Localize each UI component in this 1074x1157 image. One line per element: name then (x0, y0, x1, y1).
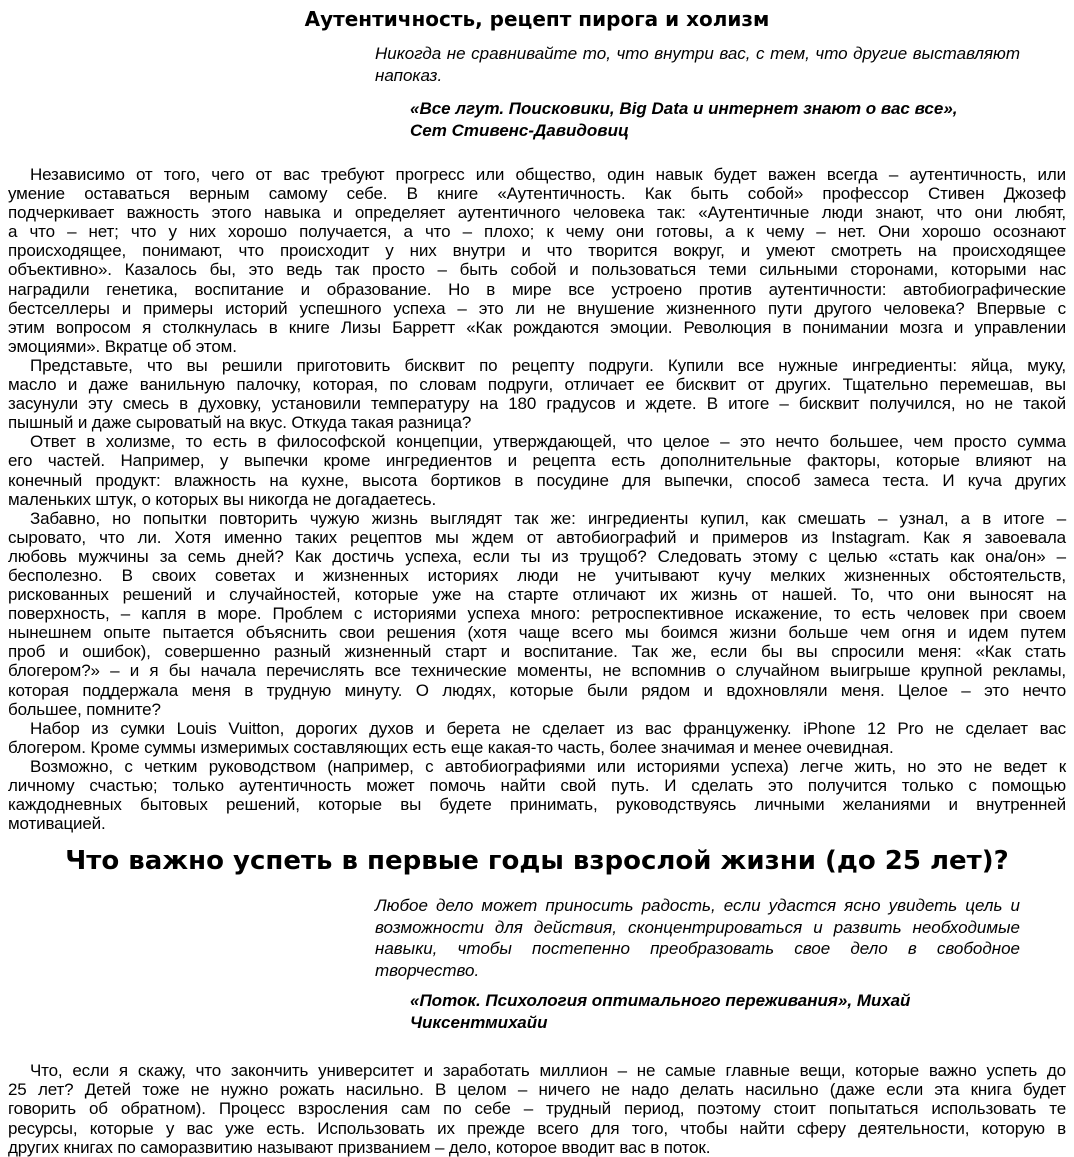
text-line: сыровато, что ли. Хотя именно таких рецептов мы ждем от автобиографий и примеров из Instagram. Как я завоевала (8, 527, 1066, 547)
text-line: маленьких штук, о которых вы никогда не догадаетесь. (8, 489, 437, 509)
text-line: Ответ в холизме, то есть в философской концепции, утверждающей, что целое – это нечто большее, чем просто сумма (30, 432, 1066, 452)
paragraph (8, 356, 1066, 432)
chapter-1-epigraph (375, 43, 1020, 86)
text-line: подчеркивает важность этого навыка и определяет аутентичного человека так: «Аутентичные люди знают, что они любят, (8, 203, 1066, 223)
paragraph (8, 1061, 1066, 1156)
book-page (0, 6, 1074, 1157)
paragraph (8, 509, 1066, 719)
chapter-1-body (8, 165, 1066, 833)
text-line: происходящее, понимают, что происходит у них внутри и что творится вокруг, и умеют смотреть на происходящее (8, 241, 1066, 261)
text-line: Возможно, с четким руководством (например, с автобиографиями или историями успеха) легче жить, но это не ведет к (30, 756, 1066, 776)
text-line: его частей. Например, у выпечки кроме ингредиентов и рецепта есть дополнительные факторы, которые влияют на (8, 451, 1066, 471)
text-line: напоказ. (375, 65, 443, 85)
text-line: говорить об обратном). Процесс взросления сам по себе – трудный период, поэтому стоит попытаться использовать те (8, 1099, 1066, 1119)
text-line: которая поддержала меня в трудную минуту. О людях, которые были рядом и вдохновляли меня. Целое – это нечто (8, 680, 1066, 700)
text-line: этим вопросом я столкнулась в книге Лизы Барретт «Как рождаются эмоции. Революция в понимании мозга и управлении (8, 317, 1066, 337)
chapter-2-body (8, 1061, 1066, 1156)
text-line: умение оставаться верным самому себе. В книге «Аутентичность. Как быть собой» профессор Стивен Джозеф (8, 184, 1066, 204)
chapter-1-title: Аутентичность, рецепт пирога и холизм (304, 7, 770, 31)
text-line: конечный продукт: влажность на кухне, высота бортиков в посудине для выпечки, способ замеса теста. И куча других (8, 470, 1066, 490)
text-line: объективно». Казалось бы, это ведь так просто – быть собой и пользоваться теми сильными сторонами, которыми нас (8, 260, 1066, 280)
text-line: Набор из сумки Louis Vuitton, дорогих духов и берета не сделает из вас француженку. iPhone 12 Pro не сделает вас (30, 718, 1066, 738)
text-line: засунули эту смесь в духовку, установили температуру на 180 градусов и ждете. В итоге – бисквит получился, но не такой (8, 394, 1066, 414)
text-line: большее, помните? (8, 699, 161, 719)
text-line: поверхность, – капля в море. Проблем с историями успеха много: ретроспективное искажение, то есть человек при своем (8, 604, 1066, 624)
text-line: Что, если я скажу, что закончить университет и заработать миллион – не самые главные вещи, которые важно успеть до (30, 1061, 1066, 1081)
text-line: Любое дело может приносить радость, если удастся ясно увидеть цель и (375, 896, 1020, 916)
text-line: пышный и даже сыроватый на вкус. Откуда такая разница? (8, 413, 472, 433)
text-line: нынешнем опыте пытается объяснить свои решения (хотя чаще всего мы боимся жизни больше чем огня и идем путем (8, 623, 1066, 643)
chapter-2-epigraph (375, 895, 1020, 981)
text-line: «Поток. Психология оптимального переживания», Михай (410, 991, 911, 1011)
text-line: каждодневных бытовых решений, которые вы будете принимать, руководствуясь личными желаниями и внутренней (8, 795, 1066, 815)
text-line: других книгах по саморазвитию называют призванием – дело, которое вводит вас в поток. (8, 1137, 711, 1157)
text-line: навыки, чтобы постепенно преобразовать свое дело в свободное (375, 939, 1020, 959)
text-line: эмоциями». Вкратце об этом. (8, 336, 237, 356)
text-line: возможности для действия, сконцентрироваться и развить необходимые (375, 917, 1020, 937)
text-line: Чиксентмихайи (410, 1012, 548, 1032)
chapter-2-title: Что важно успеть в первые годы взрослой жизни (до 25 лет)? (65, 846, 1009, 877)
text-line: «Все лгут. Поисковики, Big Data и интернет знают о вас все», (410, 99, 958, 118)
text-line: бесполезно. В своих советах и жизненных историях люди не учитывают кучу мелких жизненных обстоятельств, (8, 565, 1066, 585)
paragraph (8, 757, 1066, 833)
text-line: наградили генетика, воспитание и образование. Но в мире все устроено против аутентичности: автобиографические (8, 279, 1066, 299)
text-line: Представьте, что вы решили приготовить бисквит по рецепту подруги. Купили все нужные ингредиенты: яйца, муку, (30, 355, 1066, 375)
chapter-1 (0, 6, 1074, 833)
text-line: 25 лет? Детей тоже не нужно рожать насильно. В целом – ничего не надо делать насильно (даже если эта книга будет (8, 1080, 1066, 1100)
paragraph (8, 432, 1066, 508)
text-line: масло и даже ванильную палочку, которая, по словам подруги, отличает ее бисквит от других. Тщательно перемешав, вы (8, 375, 1066, 395)
text-line: Забавно, но попытки повторить чужую жизнь выглядят так же: ингредиенты купил, как смешать – узнал, а в итоге – (30, 508, 1066, 528)
text-line: блогером. Кроме суммы измеримых составляющих есть еще какая-то часть, более значимая и менее очевидная. (8, 737, 894, 757)
chapter-2 (0, 843, 1074, 1156)
text-line: бестселлеры и примеры историй успешного успеха – это ли не внушение жизненного пути другого человека? Впервые с (8, 298, 1066, 318)
text-line: а что – нет; что у них хорошо получается, а что – плохо; к чему они готовы, а к чему – нет. Они хорошо осознают (8, 222, 1066, 242)
text-line: блогером?» – и я бы начала перечислять все технические моменты, не вспомнив о случайном выигрыше крупной рекламы, (8, 661, 1066, 681)
paragraph (8, 719, 1066, 757)
text-line: личному счастью; только аутентичность может помочь найти свой путь. И сделать это получится только с помощью (8, 776, 1066, 795)
text-line: творчество. (375, 960, 480, 980)
text-line: любовь мужчины за семь дней? Как достичь успеха, если ты из трущоб? Следовать этому с целью «стать как она/он» – (8, 546, 1066, 566)
text-line: Независимо от того, чего от вас требуют прогресс или общество, один навык будет важен всегда – аутентичность, или (30, 165, 1066, 184)
text-line: ресурсы, которые у вас уже есть. Использовать их прежде всего для того, чтобы найти сферу деятельности, которую в (8, 1118, 1066, 1138)
text-line: Сет Стивенс-Давидовиц (410, 120, 629, 140)
chapter-2-epigraph-source (410, 990, 970, 1033)
paragraph (8, 165, 1066, 356)
text-line: мотивацией. (8, 814, 106, 834)
text-line: рискованных решений и случайностей, которые уже на старте отличают их жизнь от нашей. То, что они выносят на (8, 585, 1066, 605)
text-line: Никогда не сравнивайте то, что внутри вас, с тем, что другие выставляют (375, 44, 1020, 63)
chapter-1-epigraph-source (410, 98, 970, 141)
text-line: проб и ошибок), совершенно разный жизненный старт и воспитание. Так же, если бы вы спросили меня: «Как стать (8, 642, 1066, 662)
